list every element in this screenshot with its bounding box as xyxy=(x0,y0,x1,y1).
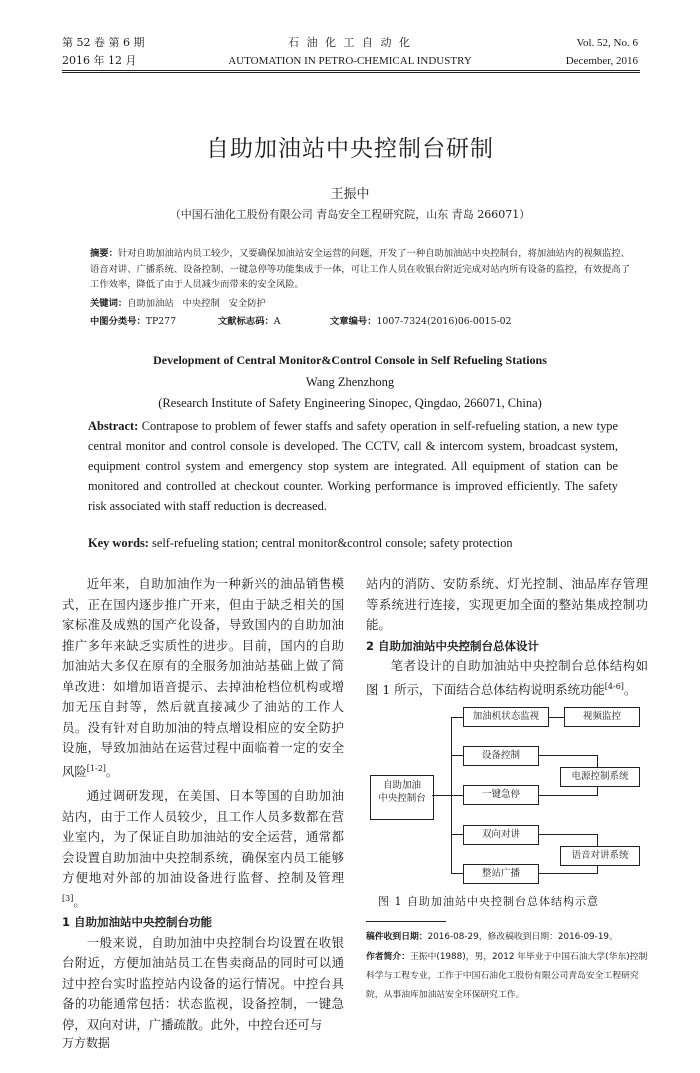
paragraph-text: 近年来，自助加油作为一种新兴的油品销售模式，正在国内逐步推广开来，但由于缺乏相关的国家标准及成熟的国产化设备，导致国内的自助加油推广多年来缺乏实质性的进步。目前，国内的自助加油站大多仅在原有的全服务加油站基础上做了简单改进：如增加语音提示、去掉油枪档位机构或增加无压自封等，然后就直接减少了油站的工作人员。没有针对自助加油的特点增设相应的安全防护设施，导致加油站在运营过程中面临着一定的安全风险 xyxy=(62,576,344,779)
english-title: Development of Central Monitor&Control Console in Self Refueling Stations xyxy=(153,353,547,367)
volume-issue: 第 52 卷 第 6 期 xyxy=(62,36,145,49)
issue-date-en: December, 2016 xyxy=(565,55,638,67)
journal-name-cn: 石 油 化 工 自 动 化 xyxy=(288,36,412,49)
keywords-cn-label: 关键词： xyxy=(90,298,128,309)
keywords-cn xyxy=(90,296,266,312)
paragraph-text: 。 xyxy=(623,681,637,697)
section-heading-2: 2 自助加油站中央控制台总体设计 xyxy=(366,638,540,653)
connector xyxy=(597,755,598,767)
estop-box: 一键急停 xyxy=(463,785,539,805)
connector xyxy=(451,795,463,796)
intercom-box: 双向对讲 xyxy=(463,825,539,845)
watermark: 万方数据 xyxy=(62,1036,111,1050)
clc-number xyxy=(90,314,176,330)
connector xyxy=(451,834,463,835)
doc-code xyxy=(218,314,281,330)
connector xyxy=(597,786,598,795)
header-rule xyxy=(62,70,640,71)
footnote-received xyxy=(366,928,648,947)
paragraph-text: 笔者设计的自助加油站中央控制台总体结构如图 1 所示，下面结合总体结构说明系统功能 xyxy=(366,658,648,697)
english-keywords-label: Key words: xyxy=(88,536,149,550)
english-keywords-text: self-refueling station; central monitor&control console; safety protection xyxy=(152,536,513,550)
journal-name-en: AUTOMATION IN PETRO-CHEMICAL INDUSTRY xyxy=(228,55,472,67)
power-control-box: 电源控制系统 xyxy=(560,767,640,787)
article-value: 1007-7324(2016)06-0015-02 xyxy=(376,316,512,327)
connector xyxy=(597,834,598,846)
paragraph xyxy=(62,786,344,912)
keywords-cn-text: 自助加油站 中央控制 安全防护 xyxy=(127,298,266,309)
paragraph: 站内的消防、安防系统、灯光控制、油品库存管理等系统进行连接，实现更加全面的整站集成控制功能。 xyxy=(366,576,648,632)
body-left-column xyxy=(62,574,344,1035)
doc-label: 文献标志码： xyxy=(218,316,274,327)
connector xyxy=(451,717,463,718)
abstract-cn-text: 针对自助加油站内员工较少，又要确保加油站安全运营的问题，开发了一种自助加油站中央控制台，将加油站内的视频监控、语音对讲、广播系统、设备控制、一键急停等功能集成于一体，可让工作人员在收银台附近完成对站内所有设备的监控，有效提高了工作效率，降低了由于人员减少而带来的安全风险。 xyxy=(90,248,630,290)
english-abstract-text: Contrapose to problem of fewer staffs and safety operation in self-refueling station, a new type central monitor and control console is developed. The CCTV, call & intercom system, broadcast system, equipment control system and emergency stop system are integrated. All equipment of station can be monitored and controlled at checkout counter. Working performance is improved efficiently. The safety risk associated with staff reduction is decreased. xyxy=(88,419,619,513)
affiliation: （中国石油化工股份有限公司 青岛安全工程研究院，山东 青岛 266071） xyxy=(169,208,531,221)
paragraph-text: 。 xyxy=(105,763,119,779)
footnote-rule xyxy=(366,921,446,922)
central-console-box: 自助加油 中央控制台 xyxy=(370,775,434,820)
volume-issue-en: Vol. 52, No. 6 xyxy=(576,37,638,49)
broadcast-box: 整站广播 xyxy=(463,864,539,884)
abstract-cn xyxy=(90,246,630,293)
body-right-column xyxy=(366,574,648,700)
doc-value: A xyxy=(273,316,281,327)
connector xyxy=(548,717,564,718)
connector xyxy=(538,873,598,874)
connector xyxy=(538,755,598,756)
clc-label: 中图分类号： xyxy=(90,316,146,327)
connector xyxy=(538,834,598,835)
paragraph-text: 通过调研发现，在美国、日本等国的自助加油站内，由于工作人员较少，且工作人员多数都在营业室内，为了保证自助加油站的安全运营，通常都会设置自助加油中央控制系统，确保室内员工能够方便地对外部的加油设备进行监督、控制及管理 xyxy=(62,788,344,886)
video-box: 视频监控 xyxy=(564,707,640,727)
pump-status-box: 加油机状态监视 xyxy=(463,707,549,727)
paragraph: 一般来说，自助加油中央控制台均设置在收银台附近，方便加油站员工在售卖商品的同时可以通过中控台实时监控站内设备的运行情况。中控台具备的功能通常包括：状态监视，设备控制，一键急停，双向对讲，广播疏散。此外，中控台还可与 xyxy=(62,934,344,1032)
article-number xyxy=(330,314,511,330)
connector xyxy=(597,865,598,873)
device-control-box: 设备控制 xyxy=(463,746,539,766)
english-abstract-label: Abstract: xyxy=(88,419,139,433)
footnote-bio xyxy=(366,948,648,1005)
citation: [4-6] xyxy=(604,681,624,691)
english-author: Wang Zhenzhong xyxy=(305,375,395,389)
footnote-bio-label: 作者简介： xyxy=(366,952,410,962)
connector xyxy=(432,795,451,796)
article-label: 文章编号： xyxy=(330,316,377,327)
footnote-received-label: 稿件收到日期： xyxy=(366,932,428,942)
figure-caption: 图 1 自助加油站中央控制台总体结构示意 xyxy=(378,895,599,908)
connector xyxy=(451,755,463,756)
header-rule-2 xyxy=(62,72,640,73)
english-abstract xyxy=(88,416,618,516)
footnote-received-text: 2016-08-29，修改稿收到日期：2016-09-19。 xyxy=(427,932,618,942)
issue-date: 2016 年 12 月 xyxy=(62,54,137,67)
paragraph xyxy=(62,574,344,782)
citation: [3] xyxy=(62,893,74,903)
paragraph xyxy=(366,656,648,700)
english-keywords xyxy=(88,536,628,551)
connector xyxy=(451,873,463,874)
english-affiliation: (Research Institute of Safety Engineering Sinopec, Qingdao, 266071, China) xyxy=(158,396,542,410)
voice-system-box: 语音对讲系统 xyxy=(560,846,640,866)
section-heading-1: 1 自助加油站中央控制台功能 xyxy=(62,915,213,930)
clc-value: TP277 xyxy=(145,316,176,327)
paper-title: 自助加油站中央控制台研制 xyxy=(206,136,494,162)
paragraph-text: 。 xyxy=(73,893,86,909)
footnote-bio-text: 王振中(1988)，男，2012 年毕业于中国石油大学(华东)控制科学与工程专业，工作于中国石油化工股份有限公司青岛安全工程研究院，从事油库加油站安全环保研究工作。 xyxy=(366,952,648,1000)
connector xyxy=(538,795,598,796)
abstract-cn-label: 摘要： xyxy=(90,248,118,259)
citation: [1-2] xyxy=(86,763,106,773)
author: 王振中 xyxy=(330,187,370,202)
